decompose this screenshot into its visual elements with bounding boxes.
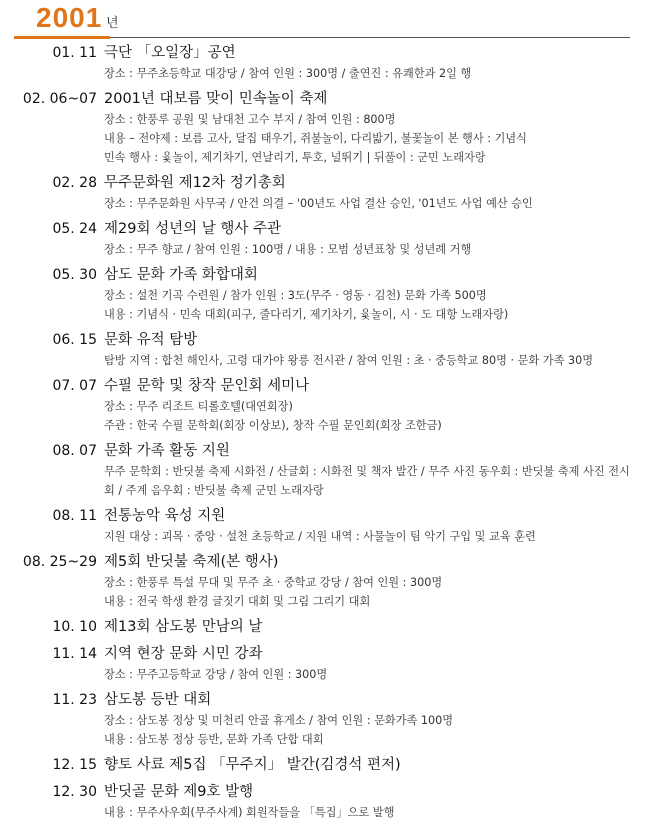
- event-title: 반딧골 문화 제9호 발행: [104, 784, 254, 800]
- event-detail: 장소 : 무주문화원 사무국 / 안건 의결 – '00년도 사업 결산 승인, '01년도 사업 예산 승인: [104, 197, 533, 210]
- year-heading: 2001: [36, 2, 103, 33]
- event-date: 01. 11: [52, 45, 97, 61]
- event-title: 제13회 삼도봉 만남의 날: [104, 619, 263, 635]
- event-date: 08. 25~29: [22, 554, 97, 570]
- event-title: 향토 사료 제5집 「무주지」 발간(김경석 편저): [104, 757, 401, 773]
- event-title: 2001년 대보름 맞이 민속놀이 축제: [104, 91, 328, 107]
- event-date: 02. 28: [52, 175, 97, 191]
- event-entry: [0, 616, 647, 638]
- event-title: 제29회 성년의 날 행사 주관: [104, 221, 281, 237]
- event-title: 전통농악 육성 지원: [104, 508, 226, 524]
- event-entry: [0, 689, 647, 749]
- event-detail: 장소 : 무주고등학교 강당 / 참여 인원 : 300명: [104, 668, 328, 681]
- event-entry: [0, 440, 647, 500]
- event-title: 문화 가족 활동 지원: [104, 443, 230, 459]
- entry-spacer: [0, 822, 647, 827]
- event-date: 08. 07: [52, 443, 97, 459]
- event-title: 삼도 문화 가족 화합대회: [104, 267, 258, 283]
- event-entry: [0, 88, 647, 167]
- event-list: [0, 42, 647, 827]
- event-date: 12. 30: [52, 784, 97, 800]
- event-date: 05. 24: [52, 221, 97, 237]
- event-detail: 장소 : 무주 향교 / 참여 인원 : 100명 / 내용 : 모범 성년표창 및 성년례 거행: [104, 243, 472, 256]
- event-entry: [0, 781, 647, 822]
- event-entry: [0, 329, 647, 370]
- event-title: 문화 유적 탐방: [104, 332, 198, 348]
- event-detail: 무주 문학회 : 반딧불 축제 시화전 / 산글회 : 시화전 및 책자 발간 / 무주 사진 동우회 : 반딧불 축제 사진 전시회 / 주계 음우회 : 반딧불 축제 군민 노래자랑: [104, 465, 630, 497]
- event-date: 08. 11: [52, 508, 97, 524]
- page-header: [0, 0, 647, 40]
- event-detail: 내용 : 무주사우회(무주사계) 회원작들을 「특집」으로 발행: [104, 806, 395, 819]
- event-detail: 민속 행사 : 윷놀이, 제기차기, 연날리기, 투호, 널뛰기 | 뒤풀이 : 군민 노래자랑: [104, 151, 486, 164]
- event-title: 무주문화원 제12차 정기총회: [104, 175, 286, 191]
- event-detail: 지원 대상 : 괴목 · 중앙 · 설천 초등학교 / 지원 내역 : 사물놀이 팀 악기 구입 및 교육 훈련: [104, 530, 536, 543]
- event-title: 제5회 반딧불 축제(본 행사): [104, 554, 279, 570]
- event-detail: 장소 : 무주초등학교 대강당 / 참여 인원 : 300명 / 출연진 : 유쾌한과 2일 행: [104, 67, 472, 80]
- year-suffix: 년: [106, 16, 119, 31]
- event-detail: 내용 : 기념식 · 민속 대회(피구, 줄다리기, 제기차기, 윷놀이, 시 · 도 대항 노래자랑): [104, 308, 509, 321]
- event-detail: 장소 : 설천 기곡 수련원 / 참가 인원 : 3도(무주 · 영동 · 김천) 문화 가족 500명: [104, 289, 487, 302]
- event-date: 05. 30: [52, 267, 97, 283]
- event-entry: [0, 643, 647, 684]
- event-entry: [0, 218, 647, 259]
- event-entry: [0, 375, 647, 435]
- event-entry: [0, 172, 647, 213]
- header-accent-rule: [14, 36, 110, 39]
- header-rule: [110, 37, 630, 38]
- event-title: 극단 「오일장」공연: [104, 45, 236, 61]
- event-entry: [0, 551, 647, 611]
- event-detail: 주관 : 한국 수필 문학회(회장 이상보), 창작 수필 문인회(회장 조한금): [104, 419, 442, 432]
- event-detail: 탐방 지역 : 합천 해인사, 고령 대가야 왕릉 전시관 / 참여 인원 : 초 · 중등학교 80명 · 문화 가족 30명: [104, 354, 594, 367]
- event-detail: 장소 : 삼도봉 정상 및 미천리 안골 휴게소 / 참여 인원 : 문화가족 100명: [104, 714, 454, 727]
- event-detail: 장소 : 한풍루 특설 무대 및 무주 초 · 중학교 강당 / 참여 인원 : 300명: [104, 576, 443, 589]
- event-detail: 내용 : 삼도봉 정상 등반, 문화 가족 단합 대회: [104, 733, 324, 746]
- event-entry: [0, 505, 647, 546]
- event-detail: 장소 : 한풍루 공원 및 남대천 고수 부지 / 참여 인원 : 800명: [104, 113, 396, 126]
- event-entry: [0, 754, 647, 776]
- event-date: 11. 14: [52, 646, 97, 662]
- event-entry: [0, 42, 647, 83]
- event-date: 02. 06~07: [22, 91, 97, 107]
- event-date: 12. 15: [52, 757, 97, 773]
- event-title: 지역 현장 문화 시민 강좌: [104, 646, 263, 662]
- event-date: 06. 15: [52, 332, 97, 348]
- event-entry: [0, 264, 647, 324]
- event-detail: 장소 : 무주 리조트 티롤호텔(대연회장): [104, 400, 293, 413]
- event-title: 삼도봉 등반 대회: [104, 692, 212, 708]
- event-date: 11. 23: [52, 692, 97, 708]
- event-title: 수필 문학 및 창작 문인회 세미나: [104, 378, 310, 394]
- event-date: 10. 10: [52, 619, 97, 635]
- event-date: 07. 07: [52, 378, 97, 394]
- event-detail: 내용 : 전국 학생 환경 글짓기 대회 및 그림 그리기 대회: [104, 595, 371, 608]
- event-detail: 내용 – 전야제 : 보름 고사, 달집 태우기, 쥐불놀이, 다리밟기, 불꽃놀이 본 행사 : 기념식: [104, 132, 527, 145]
